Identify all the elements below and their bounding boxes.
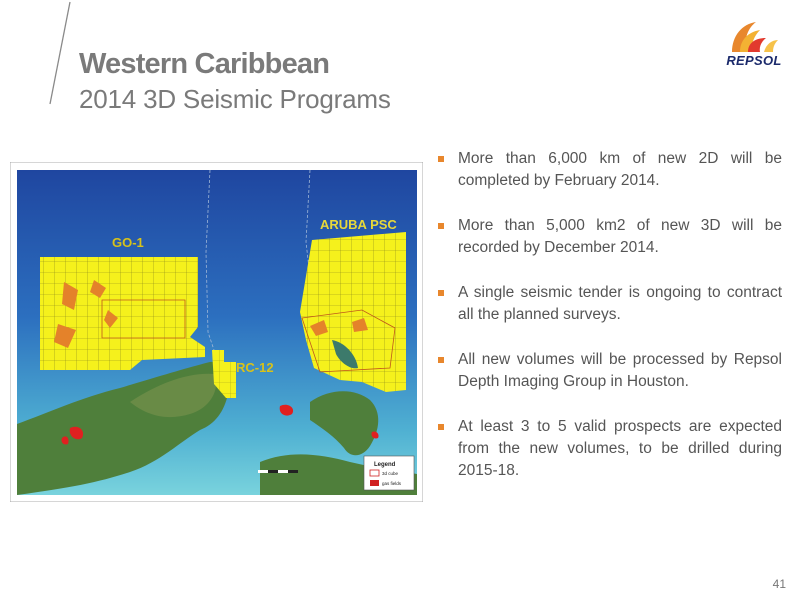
bullet-square-icon — [438, 424, 444, 430]
bullet-text: All new volumes will be processed by Repsol Depth Imaging Group in Houston. — [458, 351, 782, 390]
map-label-aruba: ARUBA PSC — [320, 217, 397, 232]
bullet-item — [436, 215, 782, 259]
bullet-item — [436, 282, 782, 326]
seismic-survey-map — [10, 162, 423, 502]
map-scale-bar — [258, 470, 298, 473]
bullet-square-icon — [438, 223, 444, 229]
bullet-text: A single seismic tender is ongoing to contract all the planned surveys. — [458, 284, 782, 323]
bullet-text: At least 3 to 5 valid prospects are expected from the new volumes, to be drilled during 2015-18. — [458, 418, 782, 479]
map-label-go1: GO-1 — [112, 235, 144, 250]
bullet-item — [436, 349, 782, 393]
map-legend — [364, 456, 414, 490]
bullet-text: More than 6,000 km of new 2D will be completed by February 2014. — [458, 150, 782, 189]
bullet-square-icon — [438, 156, 444, 162]
bullet-square-icon — [438, 357, 444, 363]
legend-title: Legend — [374, 462, 396, 468]
map-label-rc12: RC-12 — [236, 360, 274, 375]
legend-item-gas-fields: gas fields — [382, 481, 402, 486]
bullet-text: More than 5,000 km2 of new 3D will be recorded by December 2014. — [458, 217, 782, 256]
bullet-item — [436, 148, 782, 192]
slide-subtitle: 2014 3D Seismic Programs — [79, 84, 391, 114]
slide-title: Western Caribbean — [79, 48, 330, 80]
bullet-item — [436, 416, 782, 482]
bullet-list — [436, 148, 782, 505]
logo-wordmark: REPSOL — [726, 53, 782, 68]
bullet-square-icon — [438, 290, 444, 296]
page-number: 41 — [772, 577, 786, 591]
legend-item-3d-cube: 3d cube — [382, 471, 399, 476]
